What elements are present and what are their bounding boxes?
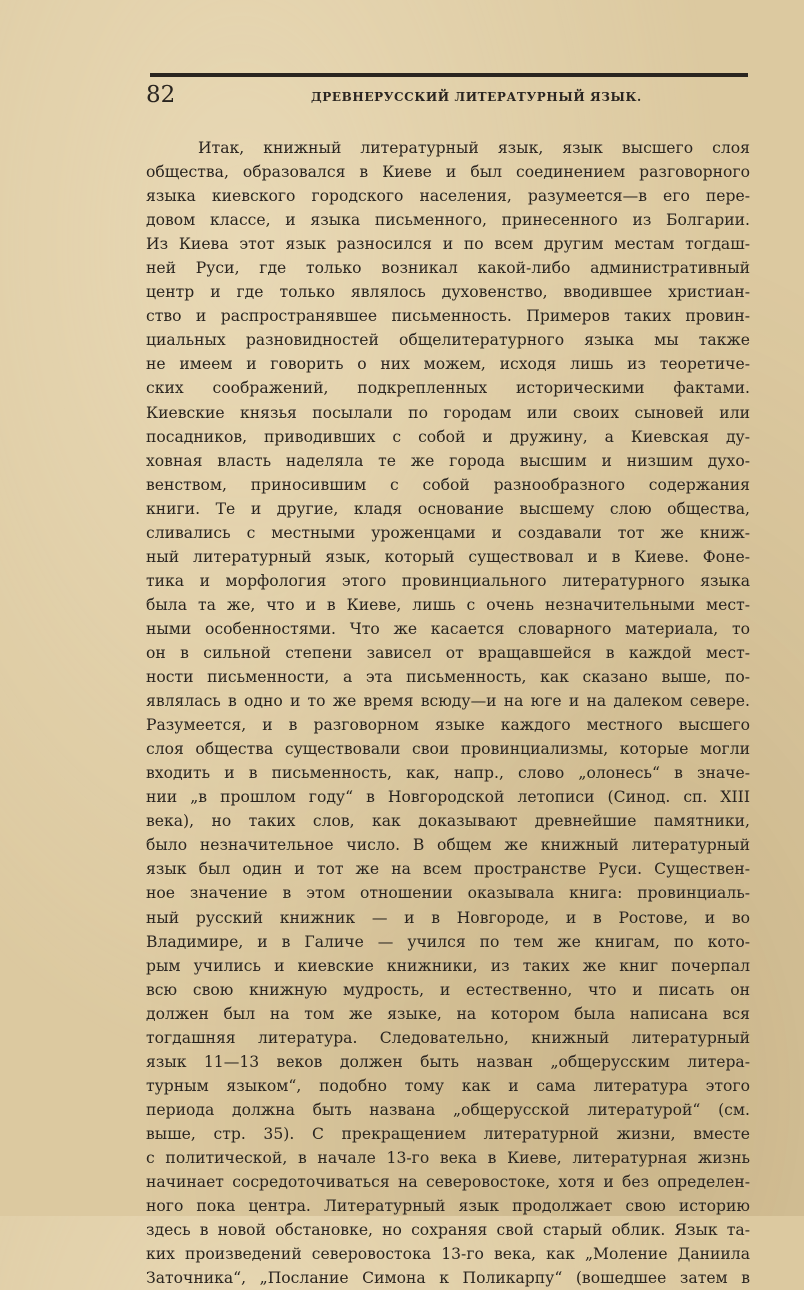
text-line: ными особенностями. Что же касается словарного материала, то — [146, 619, 750, 638]
text-line: выше, стр. 35). С прекращением литературной жизни, вместе — [146, 1124, 750, 1143]
text-line: было незначительное число. В общем же книжный литературный — [146, 836, 750, 855]
text-line: язык был один и тот же на всем пространстве Руси. Существен- — [146, 860, 750, 879]
text-line: Владимире, и в Галиче — учился по тем же книгам, по кото- — [146, 932, 750, 951]
text-line: турным языком“, подобно тому как и сама литература этого — [146, 1076, 750, 1095]
text-line: ховная власть наделяла те же города высшим и низшим духо- — [146, 451, 750, 470]
text-line: общества, образовался в Киеве и был соединением разговорного — [146, 163, 750, 182]
text-line: язык 11—13 веков должен быть назван „общерусским литера- — [146, 1052, 750, 1071]
text-line: должен был на том же языке, на котором была написана вся — [146, 1004, 750, 1023]
text-line: ких произведений северовостока 13-го века, как „Моление Даниила — [146, 1245, 750, 1264]
text-line: являлась в одно и то же время всюду—и на юге и на далеком севере. — [146, 692, 750, 711]
text-line: была та же, что и в Киеве, лишь с очень незначительными мест- — [146, 595, 750, 614]
text-line: входить и в письменность, как, напр., слово „олонесь“ в значе- — [146, 764, 750, 783]
text-line: ный русский книжник — и в Новгороде, и в Ростове, и во — [146, 908, 750, 927]
text-line: тика и морфология этого провинциального литературного языка — [146, 571, 750, 590]
text-line: с политической, в начале 13-го века в Киеве, литературная жизнь — [146, 1148, 750, 1167]
text-line: центр и где только являлось духовенство, вводившее христиан- — [146, 283, 750, 302]
text-line: нии „в прошлом году“ в Новгородской летописи (Синод. сп. XIII — [146, 788, 750, 807]
text-line: здесь в новой обстановке, но сохраняя свой старый облик. Язык та- — [146, 1221, 750, 1240]
text-line: периода должна быть названа „общерусской литературой“ (см. — [146, 1100, 750, 1119]
text-line: ное значение в этом отношении оказывала книга: провинциаль- — [146, 884, 750, 903]
text-line: книги. Те и другие, кладя основание высшему слою общества, — [146, 499, 750, 518]
text-line: Итак, книжный литературный язык, язык высшего слоя — [198, 139, 750, 157]
text-line: ный литературный язык, который существовал и в Киеве. Фоне- — [146, 547, 750, 566]
text-line: венством, приносившим с собой разнообразного содержания — [146, 475, 750, 494]
text-line: посадников, приводивших с собой и дружину, а Киевская ду- — [146, 427, 750, 446]
text-line: сливались с местными уроженцами и создавали тот же книж- — [146, 523, 750, 542]
text-line: циальных разновидностей общелитературного языка мы также — [146, 331, 750, 350]
text-line: языка киевского городского населения, разумеется—в его пере- — [146, 187, 750, 206]
text-line: начинает сосредоточиваться на северовостоке, хотя и без определен- — [146, 1173, 750, 1192]
text-line: всю свою книжную мудрость, и естественно, что и писать он — [146, 980, 750, 999]
page-number: 82 — [146, 82, 176, 108]
body-text — [146, 136, 750, 1290]
text-line: не имеем и говорить о них можем, исходя лишь из теоретиче- — [146, 355, 750, 374]
text-line: Заточника“, „Послание Симона к Поликарпу“ (вошедшее затем в — [146, 1269, 750, 1288]
text-line: Киевские князья посылали по городам или своих сыновей или — [146, 403, 750, 422]
text-line: он в сильной степени зависел от вращавшейся в каждой мест- — [146, 643, 750, 662]
text-line: слоя общества существовали свои провинциализмы, которые могли — [146, 740, 750, 759]
text-line: рым учились и киевские книжники, из таких же книг почерпал — [146, 956, 750, 975]
text-line: ного пока центра. Литературный язык продолжает свою историю — [146, 1197, 750, 1216]
text-line: ских соображений, подкрепленных историческими фактами. — [146, 379, 750, 398]
header-rule — [150, 73, 748, 77]
running-title: ДРЕВНЕРУССКИЙ ЛИТЕРАТУРНЫЙ ЯЗЫК. — [311, 90, 642, 104]
text-line: довом классе, и языка письменного, принесенного из Болгарии. — [146, 211, 750, 230]
text-line: ство и распространявшее письменность. Примеров таких провин- — [146, 307, 750, 326]
text-line: ней Руси, где только возникал какой-либо административный — [146, 259, 750, 278]
text-line: Разумеется, и в разговорном языке каждого местного высшего — [146, 716, 750, 735]
text-line: тогдашняя литература. Следовательно, книжный литературный — [146, 1028, 750, 1047]
text-line: Из Киева этот язык разносился и по всем другим местам тогдаш- — [146, 235, 750, 254]
text-line: ности письменности, а эта письменность, как сказано выше, по- — [146, 668, 750, 687]
text-line: века), но таких слов, как доказывают древнейшие памятники, — [146, 812, 750, 831]
page-header — [146, 80, 752, 110]
